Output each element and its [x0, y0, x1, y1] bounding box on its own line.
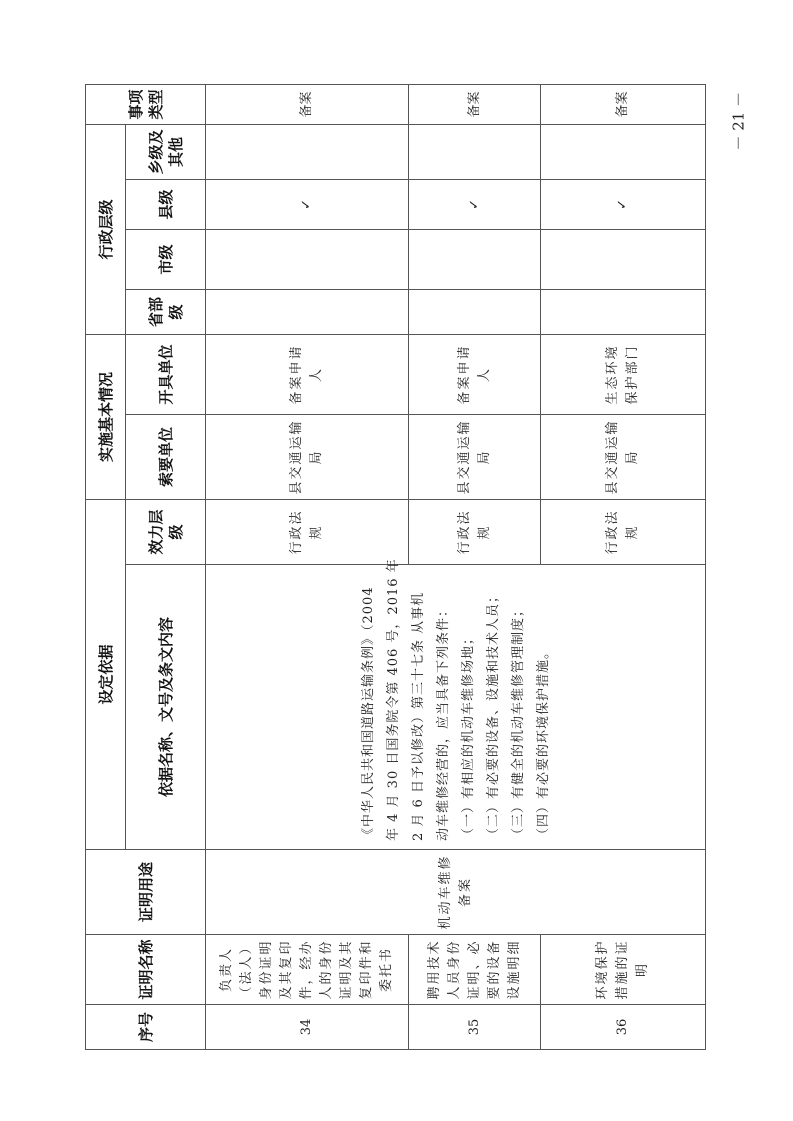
- header-seq: 序号: [86, 1005, 206, 1050]
- header-row-group: [86, 84, 126, 1049]
- basis-line: 年 4 月 30 日国务院令第 406 号，2016 年: [385, 558, 401, 841]
- cell-issue-unit: 备案申请人: [206, 334, 409, 414]
- basis-line: 2 月 6 日予以修改）第三十七条 从事机: [410, 591, 426, 841]
- check-icon: ✓: [541, 179, 706, 229]
- basis-line: 《中华人民共和国道路运输条例》（2004: [360, 586, 376, 841]
- header-effect-level: 效力层级: [126, 499, 206, 564]
- cell-cert-name: 负责人（法人）身份证明及其复印件，经办人的身份证明及其复印件和委托书: [206, 935, 409, 1005]
- cell-request-unit: 县交通运输局: [206, 414, 409, 499]
- cell-city: [206, 229, 409, 289]
- cell-basis-content: [206, 558, 706, 850]
- page-number: － 21 －: [729, 91, 748, 151]
- header-province: 省部级: [126, 289, 206, 334]
- cell-item-type: 备案: [206, 84, 409, 124]
- basis-line: 动车维修经营的，应当具备下列条件：: [435, 602, 451, 841]
- cell-city: [541, 229, 706, 289]
- cell-cert-name: 聘用技术人员身份证明、必要的设备设施明细: [409, 935, 541, 1005]
- cell-item-type: 备案: [409, 84, 541, 124]
- cell-seq: 35: [409, 1005, 541, 1050]
- cell-province: [409, 289, 541, 334]
- cell-issue-unit: 生态环境保护部门: [541, 334, 706, 414]
- header-issue-unit: 开具单位: [126, 334, 206, 414]
- cell-request-unit: 县交通运输局: [541, 414, 706, 499]
- header-basis-group: 设定依据: [86, 499, 126, 849]
- header-basis-content: 依据名称、文号及条文内容: [126, 565, 206, 850]
- cell-request-unit: 县交通运输局: [409, 414, 541, 499]
- cell-township: [206, 124, 409, 179]
- header-impl-group: 实施基本情况: [86, 334, 126, 499]
- basis-line: （一）有相应的机动车维修场地；: [460, 630, 476, 841]
- header-request-unit: 索要单位: [126, 414, 206, 499]
- cell-effect-level: 行政法规: [409, 499, 541, 564]
- cell-issue-unit: 备案申请人: [409, 334, 541, 414]
- cell-township: [541, 124, 706, 179]
- header-city: 市级: [126, 229, 206, 289]
- rotated-table-wrapper: [85, 85, 705, 1050]
- cell-seq: 34: [206, 1005, 409, 1050]
- header-cert-use: 证明用途: [86, 850, 206, 935]
- cell-effect-level: 行政法规: [541, 499, 706, 564]
- header-admin-group: 行政层级: [86, 124, 126, 334]
- header-cert-name: 证明名称: [86, 935, 206, 1005]
- cell-township: [409, 124, 541, 179]
- certification-table: [85, 84, 706, 1050]
- basis-line: （二）有必要的设备、设施和技术人员；: [485, 588, 501, 841]
- cell-seq: 36: [541, 1005, 706, 1050]
- cell-cert-use: 机动车维修备案: [206, 850, 706, 935]
- check-icon: ✓: [206, 179, 409, 229]
- header-township: 乡级及其他: [126, 124, 206, 179]
- header-item-type: 事项类型: [86, 84, 206, 124]
- table-row: [206, 84, 409, 1049]
- header-county: 县级: [126, 179, 206, 229]
- cell-province: [541, 289, 706, 334]
- cell-item-type: 备案: [541, 84, 706, 124]
- basis-line: （三）有健全的机动车维修管理制度；: [510, 602, 526, 841]
- basis-line: （四）有必要的环境保护措施。: [535, 644, 551, 841]
- cell-cert-name: 环境保护措施的证明: [541, 935, 706, 1005]
- check-icon: ✓: [409, 179, 541, 229]
- cell-city: [409, 229, 541, 289]
- cell-province: [206, 289, 409, 334]
- cell-effect-level: 行政法规: [206, 499, 409, 564]
